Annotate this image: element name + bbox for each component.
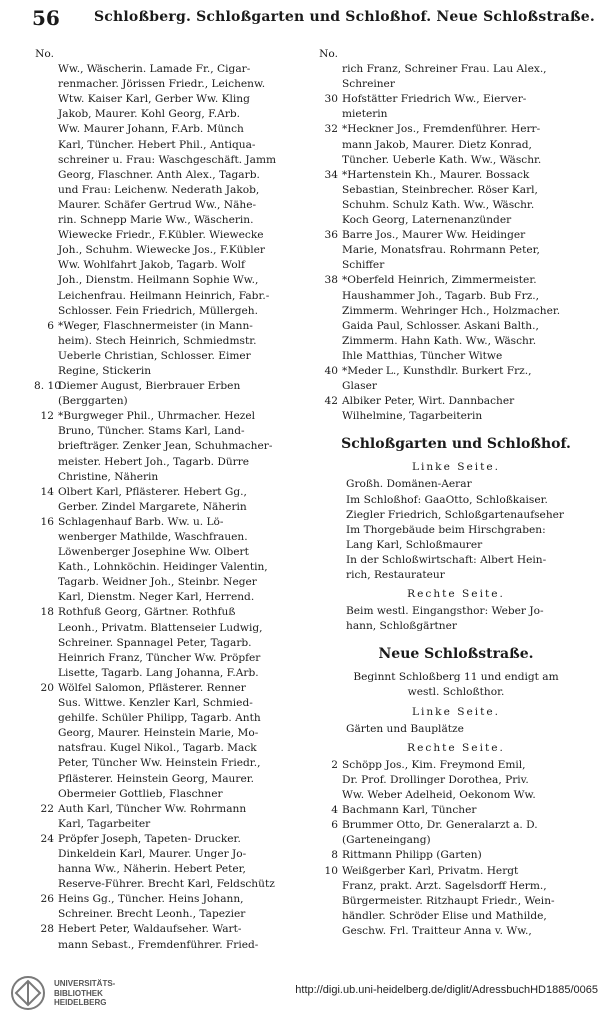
- entry-text: Dinkeldein Karl, Maurer. Unger Jo-: [58, 847, 247, 860]
- house-number: 4: [331, 804, 338, 817]
- house-number: 34: [324, 168, 338, 181]
- directory-entry: [318, 304, 594, 319]
- entry-text: briefträger. Zenker Jean, Schuhmacher-: [58, 440, 273, 453]
- house-number: 2: [331, 758, 338, 771]
- text-line: Gärten und Bauplätze: [346, 722, 464, 735]
- directory-entry: [34, 651, 310, 666]
- entry-text: Rothfuß Georg, Gärtner. Rothfuß: [58, 606, 236, 619]
- directory-entry: [318, 138, 594, 153]
- entry-text: Maurer. Schäfer Gertrud Ww., Nähe-: [58, 198, 257, 211]
- directory-entry: [34, 243, 310, 258]
- directory-entry: [34, 379, 310, 394]
- entry-text: hanna Ww., Näherin. Hebert Peter,: [58, 863, 246, 876]
- entry-text: Diemer August, Bierbrauer Erben: [58, 380, 241, 393]
- entry-text: Heinrich Franz, Tüncher Ww. Pröpfer: [58, 651, 261, 664]
- schlossgarten-lines: [318, 477, 594, 583]
- right-side-label: Rechte Seite.: [407, 588, 505, 601]
- entry-text: Karl, Dienstm. Neger Karl, Herrend.: [58, 591, 255, 604]
- directory-entry: [34, 530, 310, 545]
- text-line: Beim westl. Eingangsthor: Weber Jo-: [346, 605, 544, 618]
- neue-right-side-label: Rechte Seite.: [407, 741, 505, 754]
- entry-text: *Oberfeld Heinrich, Zimmermeister.: [342, 274, 537, 287]
- directory-entry: [34, 681, 310, 696]
- directory-entry: [34, 832, 310, 847]
- directory-entry: [34, 213, 310, 228]
- directory-entry: [34, 349, 310, 364]
- directory-entry: [318, 848, 594, 863]
- house-number: 18: [40, 606, 54, 619]
- house-number: 42: [324, 395, 338, 408]
- entry-text: Sebastian, Steinbrecher. Röser Karl,: [342, 183, 538, 196]
- directory-entry: [318, 228, 594, 243]
- entry-text: Wiewecke Friedr., F.Kübler. Wiewecke: [58, 229, 264, 242]
- entry-text: Georg, Flaschner. Anth Alex., Tagarb.: [58, 168, 260, 181]
- entry-text: Ueberle Christian, Schlosser. Eimer: [58, 349, 251, 362]
- entry-text: Rittmann Philipp (Garten): [342, 849, 482, 862]
- entry-text: Schiffer: [342, 259, 385, 272]
- directory-entry: [318, 62, 594, 77]
- entry-text: Ww. Wohlfahrt Jakob, Tagarb. Wolf: [58, 259, 245, 272]
- directory-entry: [34, 424, 310, 439]
- entry-text: Pflästerer. Heinstein Georg, Maurer.: [58, 772, 254, 785]
- directory-entry: [318, 153, 594, 168]
- house-number: 26: [40, 893, 54, 906]
- entry-text: Ww. Maurer Johann, F.Arb. Münch: [58, 123, 244, 136]
- text-line: Im Schloßhof: GaaOtto, Schloßkaiser.: [346, 493, 548, 506]
- directory-entry: [34, 273, 310, 288]
- entry-text: rin. Schnepp Marie Ww., Wäscherin.: [58, 214, 254, 227]
- house-number: 28: [40, 923, 54, 936]
- entry-text: Schuhm. Schulz Kath. Ww., Wäschr.: [342, 198, 535, 211]
- house-number: 8: [331, 849, 338, 862]
- directory-entry: [34, 560, 310, 575]
- directory-entry: [34, 772, 310, 787]
- directory-entry: [34, 107, 310, 122]
- house-number: 10: [324, 864, 338, 877]
- directory-entry: [318, 168, 594, 183]
- entry-text: Wilhelmine, Tagarbeiterin: [342, 410, 483, 423]
- directory-entry: [34, 289, 310, 304]
- directory-entry: [34, 364, 310, 379]
- directory-entry: [318, 894, 594, 909]
- directory-entry: [34, 138, 310, 153]
- entry-text: Albiker Peter, Wirt. Dannbacher: [342, 395, 515, 408]
- house-number: 12: [40, 410, 54, 423]
- house-number: 20: [40, 681, 54, 694]
- entry-text: Hebert Peter, Waldaufseher. Wart-: [58, 923, 242, 936]
- entry-text: renmacher. Jörissen Friedr., Leichenw.: [58, 78, 266, 91]
- entry-text: Zimmerm. Wehringer Hch., Holzmacher.: [342, 304, 561, 317]
- entry-text: Karl, Tagarbeiter: [58, 817, 151, 830]
- entry-text: *Hartenstein Kh., Maurer. Bossack: [342, 168, 530, 181]
- directory-entry: [34, 409, 310, 424]
- entry-text: Schreiner: [342, 78, 395, 91]
- house-number: 22: [40, 802, 54, 815]
- directory-entry: [318, 864, 594, 879]
- entry-text: Heins Gg., Tüncher. Heins Johann,: [58, 893, 244, 906]
- directory-entry: [318, 273, 594, 288]
- left-side-label: Linke Seite.: [411, 461, 501, 474]
- entry-text: Jakob, Maurer. Kohl Georg, F.Arb.: [58, 108, 241, 121]
- entry-text: Wölfel Salomon, Pflästerer. Renner: [58, 681, 246, 694]
- entry-text: Franz, prakt. Arzt. Sagelsdorff Herm.,: [342, 879, 547, 892]
- entry-text: Dr. Prof. Drollinger Dorothea, Priv.: [342, 773, 529, 786]
- directory-entry: [34, 922, 310, 937]
- entry-text: *Meder L., Kunsthdlr. Burkert Frz.,: [342, 364, 532, 377]
- entry-text: Zimmerm. Hahn Kath. Ww., Wäschr.: [342, 334, 537, 347]
- entry-text: Olbert Karl, Pflästerer. Hebert Gg.,: [58, 485, 247, 498]
- entry-text: Koch Georg, Laternenanzünder: [342, 214, 512, 227]
- directory-entry: [34, 394, 310, 409]
- directory-entry: [318, 879, 594, 894]
- entry-text: (Berggarten): [58, 395, 128, 408]
- entry-text: und Frau: Leichenw. Nederath Jakob,: [58, 183, 260, 196]
- directory-entry: [34, 802, 310, 817]
- entry-text: *Burgweger Phil., Uhrmacher. Hezel: [58, 410, 255, 423]
- entry-text: Schreiner. Spannagel Peter, Tagarb.: [58, 636, 252, 649]
- entry-text: mann Sebast., Fremdenführer. Fried-: [58, 938, 259, 951]
- entry-text: Barre Jos., Maurer Ww. Heidinger: [342, 229, 526, 242]
- library-logo-icon: [8, 974, 48, 1012]
- directory-entry: [34, 575, 310, 590]
- directory-entry: [318, 364, 594, 379]
- entry-text: Gerber. Zindel Margarete, Näherin: [58, 500, 247, 513]
- directory-entry: [34, 228, 310, 243]
- directory-entry: [34, 726, 310, 741]
- entry-text: rich Franz, Schreiner Frau. Lau Alex.,: [342, 63, 547, 76]
- entry-text: Joh., Schuhm. Wiewecke Jos., F.Kübler: [58, 244, 265, 257]
- directory-entry: [318, 92, 594, 107]
- directory-entry: [34, 515, 310, 530]
- neue-left-side-label: Linke Seite.: [411, 705, 501, 718]
- directory-entry: [34, 907, 310, 922]
- entry-text: Pröpfer Joseph, Tapeten- Drucker.: [58, 832, 241, 845]
- entry-text: Schreiner. Brecht Leonh., Tapezier: [58, 908, 246, 921]
- directory-entry: [34, 590, 310, 605]
- directory-entry: [318, 198, 594, 213]
- directory-entry: [34, 62, 310, 77]
- directory-entry: [318, 394, 594, 409]
- house-number: 8. 10: [34, 380, 61, 393]
- entry-text: *Heckner Jos., Fremdenführer. Herr-: [342, 123, 541, 136]
- entry-text: Ww. Weber Adelheid, Oekonom Ww.: [342, 789, 536, 802]
- directory-entry: [34, 153, 310, 168]
- directory-entry: [34, 787, 310, 802]
- text-line: Ziegler Friedrich, Schloßgartenaufseher: [346, 508, 564, 521]
- entry-text: mann Jakob, Maurer. Dietz Konrad,: [342, 138, 532, 151]
- house-number: 30: [324, 93, 338, 106]
- entry-text: Christine, Näherin: [58, 470, 159, 483]
- text-line: rich, Restaurateur: [346, 569, 445, 581]
- house-number: 32: [324, 123, 338, 136]
- directory-entry: [34, 198, 310, 213]
- directory-entry: [318, 107, 594, 122]
- directory-entry: [318, 758, 594, 773]
- directory-entry: [34, 485, 310, 500]
- directory-entry: [34, 334, 310, 349]
- entry-text: Regine, Stickerin: [58, 364, 152, 377]
- running-title: Schloßberg. Schloßgarten und Schloßhof. Neue Schloßstraße.: [94, 9, 595, 25]
- entry-text: schreiner u. Frau: Waschgeschäft. Jamm: [58, 153, 277, 166]
- entry-text: Gaida Paul, Schlosser. Askani Balth.,: [342, 319, 539, 332]
- entry-text: Ww., Wäscherin. Lamade Fr., Cigar-: [58, 63, 251, 76]
- entry-text: Ihle Matthias, Tüncher Witwe: [342, 349, 503, 362]
- entry-text: Haushammer Joh., Tagarb. Bub Frz.,: [342, 289, 540, 302]
- entry-text: Schöpp Jos., Kim. Freymond Emil,: [342, 758, 526, 771]
- entry-text: Lisette, Tagarb. Lang Johanna, F.Arb.: [58, 666, 259, 679]
- directory-entry: [34, 500, 310, 515]
- directory-entry: [318, 47, 594, 62]
- entry-text: Marie, Monatsfrau. Rohrmann Peter,: [342, 244, 540, 257]
- directory-entry: [34, 439, 310, 454]
- directory-entry: [34, 605, 310, 620]
- text-line: Großh. Domänen-Aerar: [346, 478, 472, 491]
- directory-entry: [318, 183, 594, 198]
- directory-entry: [34, 168, 310, 183]
- entry-text: Löwenberger Josephine Ww. Olbert: [58, 546, 249, 559]
- entry-text: *Weger, Flaschnermeister (in Mann-: [58, 319, 253, 332]
- directory-entry: [318, 409, 594, 424]
- directory-entry: [318, 243, 594, 258]
- section-title-neue-schlossstrasse: Neue Schloßstraße.: [378, 646, 534, 663]
- entry-text: Leonh., Privatm. Blattenseier Ludwig,: [58, 621, 263, 634]
- entry-text: Leichenfrau. Heilmann Heinrich, Fabr.-: [58, 289, 270, 302]
- left-column: [34, 47, 310, 953]
- directory-entry: [34, 847, 310, 862]
- directory-entry: [318, 909, 594, 924]
- entry-text: Bachmann Karl, Tüncher: [342, 804, 477, 817]
- entry-text: Weißgerber Karl, Privatm. Hergt: [342, 864, 519, 877]
- directory-entry: [34, 817, 310, 832]
- entry-text: Obermeier Gottlieb, Flaschner: [58, 787, 223, 800]
- house-number: 14: [40, 485, 54, 498]
- text-line: Beginnt Schloßberg 11 und endigt am: [353, 671, 559, 684]
- entry-text: Tagarb. Weidner Joh., Steinbr. Neger: [58, 576, 257, 589]
- directory-entry: [318, 803, 594, 818]
- directory-entry: [34, 862, 310, 877]
- house-number: 36: [324, 229, 338, 242]
- directory-entry: [34, 77, 310, 92]
- entry-text: natsfrau. Kugel Nikol., Tagarb. Mack: [58, 742, 257, 755]
- entry-text: Hofstätter Friedrich Ww., Eierver-: [342, 93, 527, 106]
- house-number: 24: [40, 832, 54, 845]
- footer: [0, 968, 610, 1019]
- entry-text: meister. Hebert Joh., Tagarb. Dürre: [58, 455, 250, 468]
- text-line: Im Thorgebäude beim Hirschgraben:: [346, 523, 546, 536]
- directory-entry: [34, 636, 310, 651]
- directory-entry: [34, 892, 310, 907]
- directory-entry: [34, 938, 310, 953]
- entry-text: Kath., Lohnköchin. Heidinger Valentin,: [58, 561, 268, 574]
- directory-entry: [34, 711, 310, 726]
- directory-entry: [34, 304, 310, 319]
- directory-entry: [318, 349, 594, 364]
- directory-entry: [34, 545, 310, 560]
- entry-text: Glaser: [342, 380, 377, 393]
- entry-text: mieterin: [342, 108, 388, 121]
- house-number: 6: [47, 319, 54, 332]
- directory-entry: [34, 877, 310, 892]
- directory-entry: [318, 833, 594, 848]
- entry-text: wenberger Mathilde, Waschfrauen.: [58, 531, 248, 543]
- directory-entry: [34, 741, 310, 756]
- directory-entry: [318, 77, 594, 92]
- text-line: Lang Karl, Schloßmaurer: [346, 538, 483, 551]
- entry-text: Karl, Tüncher. Hebert Phil., Antiqua-: [58, 138, 256, 151]
- entry-text: gehilfe. Schüler Philipp, Tagarb. Anth: [58, 712, 261, 725]
- house-number: No.: [35, 48, 54, 60]
- neue-intro: [318, 670, 594, 700]
- source-url[interactable]: http://digi.ub.uni-heidelberg.de/diglit/AdressbuchHD1885/0065: [295, 984, 598, 996]
- directory-entry: [34, 183, 310, 198]
- entry-text: Auth Karl, Tüncher Ww. Rohrmann: [58, 802, 247, 815]
- directory-entry: [318, 258, 594, 273]
- text-line: westl. Schloßthor.: [407, 686, 505, 699]
- entry-text: Reserve-Führer. Brecht Karl, Feldschütz: [58, 878, 275, 891]
- page-number: 56: [32, 6, 60, 30]
- entry-text: (Garteneingang): [342, 834, 431, 847]
- entry-text: händler. Schröder Elise und Mathilde,: [342, 909, 547, 922]
- directory-entry: [318, 924, 594, 939]
- entry-text: Schlosser. Fein Friedrich, Müllergeh.: [58, 304, 258, 317]
- directory-entry: [34, 92, 310, 107]
- entry-text: Bürgermeister. Ritzhaupt Friedr., Wein-: [342, 894, 555, 907]
- house-number: 16: [40, 515, 54, 528]
- entry-text: Geschw. Frl. Traitteur Anna v. Ww.,: [342, 924, 532, 937]
- entry-text: heim). Stech Heinrich, Schmiedmstr.: [58, 334, 257, 347]
- schlossgarten-right-lines: [318, 604, 594, 634]
- directory-entry: [34, 621, 310, 636]
- entry-text: Joh., Dienstm. Heilmann Sophie Ww.,: [58, 274, 259, 287]
- entry-text: Bruno, Tüncher. Stams Karl, Land-: [58, 425, 245, 438]
- entry-text: Wtw. Kaiser Karl, Gerber Ww. Kling: [58, 93, 250, 106]
- directory-entry: [34, 319, 310, 334]
- directory-entry: [318, 319, 594, 334]
- directory-entry: [318, 788, 594, 803]
- entry-text: Schlagenhauf Barb. Ww. u. Lö-: [58, 515, 224, 528]
- directory-entry: [318, 289, 594, 304]
- text-line: hann, Schloßgärtner: [346, 620, 457, 633]
- entry-text: Tüncher. Ueberle Kath. Ww., Wäschr.: [342, 153, 542, 166]
- entry-text: Georg, Maurer. Heinstein Marie, Mo-: [58, 727, 259, 740]
- section-title-schlossgarten: Schloßgarten und Schloßhof.: [341, 436, 571, 453]
- directory-entry: [318, 818, 594, 833]
- library-name: UNIVERSITÄTS- BIBLIOTHEK HEIDELBERG: [54, 979, 116, 1007]
- entry-text: Brummer Otto, Dr. Generalarzt a. D.: [342, 819, 538, 832]
- house-number: 6: [331, 819, 338, 832]
- house-number: 38: [324, 274, 338, 287]
- directory-entry: [34, 696, 310, 711]
- directory-entry: [34, 470, 310, 485]
- directory-entry: [34, 258, 310, 273]
- house-number: No.: [319, 48, 338, 60]
- entry-text: Peter, Tüncher Ww. Heinstein Friedr.,: [58, 757, 261, 770]
- directory-entry: [34, 122, 310, 137]
- directory-entry: [34, 756, 310, 771]
- directory-entry: [318, 773, 594, 788]
- text-line: In der Schloßwirtschaft: Albert Hein-: [346, 553, 547, 566]
- directory-entry: [318, 379, 594, 394]
- directory-entry: [318, 122, 594, 137]
- neue-entries: [318, 758, 594, 939]
- directory-entry: [318, 213, 594, 228]
- directory-entry: [318, 334, 594, 349]
- house-number: 40: [324, 364, 338, 377]
- directory-entry: [34, 47, 310, 62]
- entry-text: Sus. Wittwe. Kenzler Karl, Schmied-: [58, 697, 253, 710]
- directory-entry: [34, 455, 310, 470]
- page-header: [0, 0, 610, 36]
- right-column-entries: [318, 47, 594, 424]
- directory-entry: [34, 666, 310, 681]
- right-column: [318, 47, 594, 939]
- neue-left-lines: [318, 722, 594, 737]
